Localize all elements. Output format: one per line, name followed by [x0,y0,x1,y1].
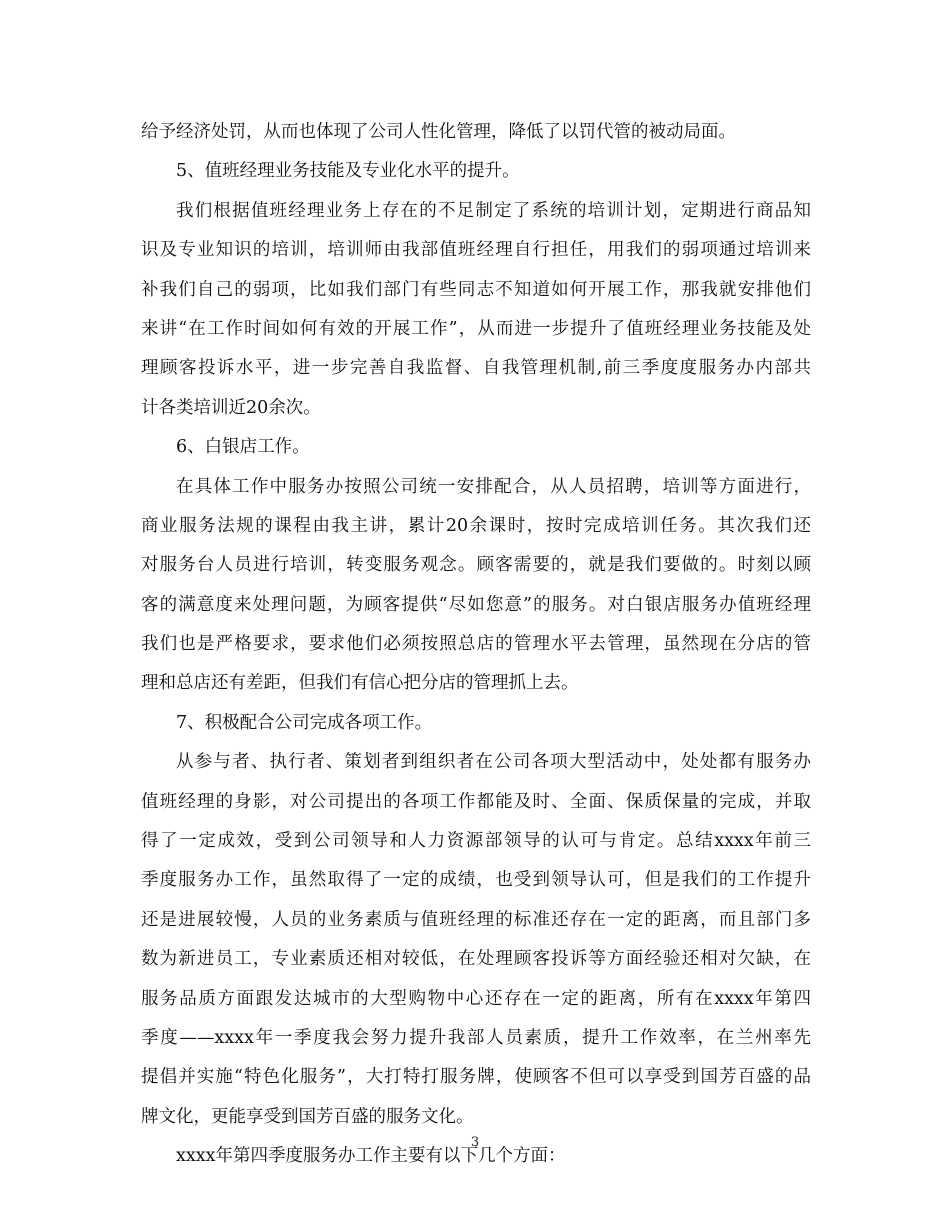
text-line: 牌文化，更能享受到国芳百盛的服务文化。 [141,1106,474,1127]
page-number: 3 [470,1135,480,1150]
text-line: 理顾客投诉水平，进一步完善自我监督、自我管理机制,前三季度度服务办内部共 [141,358,811,379]
text-line: 商业服务法规的课程由我主讲，累计20余课时，按时完成培训任务。其次我们还 [141,515,811,536]
text-line: 理和总店还有差距，但我们有信心把分店的管理抓上去。 [141,673,579,694]
text-line: 季度——xxxx年一季度我会努力提升我部人员素质，提升工作效率，在兰州率先 [141,1027,811,1048]
text-line: 补我们自己的弱项，比如我们部门有些同志不知道如何开展工作，那我就安排他们 [141,279,811,300]
text-line: 服务品质方面跟发达城市的大型购物中心还存在一定的距离，所有在xxxx年第四 [141,988,811,1009]
text-line: 还是进展较慢，人员的业务素质与值班经理的标准还存在一定的距离，而且部门多 [141,909,811,930]
text-line: 季度服务办工作，虽然取得了一定的成绩，也受到领导认可，但是我们的工作提升 [141,870,811,891]
text-line: 来讲“在工作时间如何有效的开展工作”，从而进一步提升了值班经理业务技能及处 [141,318,811,339]
text-line: 6、白银店工作。 [176,437,310,458]
text-line: 对服务台人员进行培训，转变服务观念。顾客需要的，就是我们要做的。时刻以顾 [141,555,811,576]
text-line: 计各类培训近20余次。 [141,397,321,418]
text-line: 数为新进员工，专业素质还相对较低，在处理顾客投诉等方面经验还相对欠缺，在 [141,949,811,970]
text-line: 值班经理的身影，对公司提出的各项工作都能及时、全面、保质保量的完成，并取 [141,791,811,812]
text-line: 7、积极配合公司完成各项工作。 [176,712,433,733]
document-body [141,113,811,1177]
text-line: 我们也是严格要求，要求他们必须按照总店的管理水平去管理，虽然现在分店的管 [141,634,811,655]
text-line: 在具体工作中服务办按照公司统一安排配合，从人员招聘，培训等方面进行， [176,476,811,497]
text-line: 客的满意度来处理问题，为顾客提供“尽如您意”的服务。对白银店服务办值班经理 [141,594,811,615]
text-line: 识及专业知识的培训，培训师由我部值班经理自行担任，用我们的弱项通过培训来 [141,240,811,261]
text-line: 我们根据值班经理业务上存在的不足制定了系统的培训计划，定期进行商品知 [176,200,811,221]
text-line: xxxx年第四季度服务办工作主要有以下几个方面： [176,1146,566,1167]
text-line: 从参与者、执行者、策划者到组织者在公司各项大型活动中，处处都有服务办 [176,752,811,773]
text-line: 5、值班经理业务技能及专业化水平的提升。 [176,161,520,182]
text-line: 得了一定成效，受到公司领导和人力资源部领导的认可与肯定。总结xxxx年前三 [141,831,811,852]
text-line: 提倡并实施“特色化服务”，大打特打服务牌，使顾客不但可以享受到国芳百盛的品 [141,1067,811,1088]
text-line: 给予经济处罚，从而也体现了公司人性化管理，降低了以罚代管的被动局面。 [141,122,736,142]
